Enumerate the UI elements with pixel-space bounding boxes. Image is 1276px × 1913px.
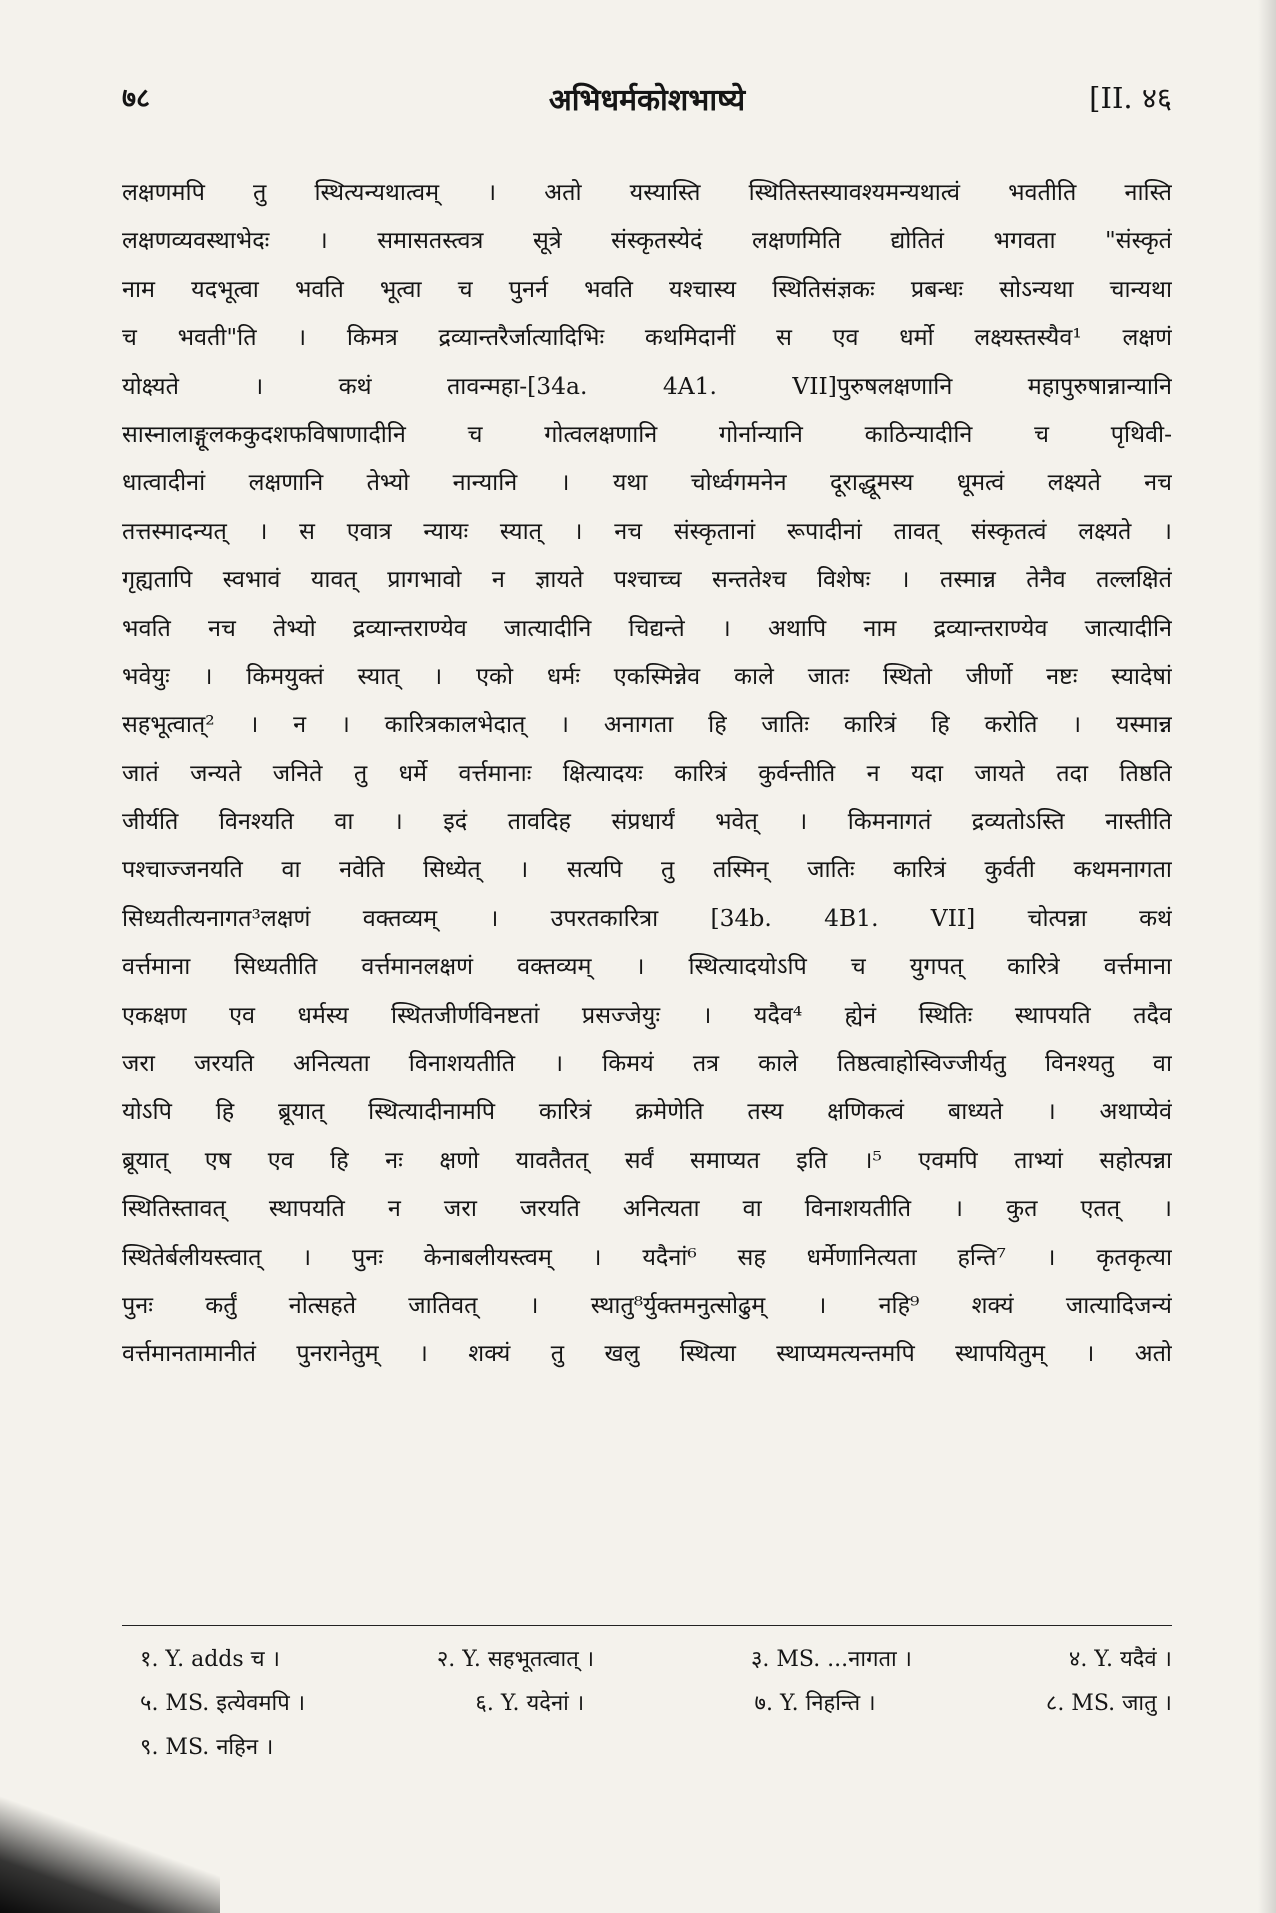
page-number: ७८ <box>122 83 151 114</box>
text-line: योक्ष्यते । कथं तावन्महा-[34a. 4A1. VII]पुरुषलक्षणानि महापुरुषान्नान्यानि <box>122 371 1172 400</box>
footnote: ७. Y. निहन्ति । <box>754 1691 876 1716</box>
footnote: ८. MS. जातु । <box>1045 1691 1172 1716</box>
text-line: स्थितिस्तावत् स्थापयति न जरा जरयति अनित्यता वा विनाशयतीति । कुत एतत् । <box>122 1194 1172 1223</box>
text-line: एकक्षण एव धर्मस्य स्थितजीर्णविनष्टतां प्रसज्जेयुः । यदैव⁴ ह्येनं स्थितिः स्थापयति तदैव <box>122 1000 1172 1029</box>
text-line: नाम यदभूत्वा भवति भूत्वा च पुनर्न भवति यश्चास्य स्थितिसंज्ञकः प्रबन्धः सोऽन्यथा चान्यथा <box>122 274 1172 303</box>
text-line: भवेयुः । किमयुक्तं स्यात् । एको धर्मः एकस्मिन्नेव काले जातः स्थितो जीर्णो नष्टः स्यादेषां <box>122 661 1172 690</box>
text-line: वर्त्तमानतामानीतं पुनरानेतुम् । शक्यं तु खलु स्थित्या स्थाप्यमत्यन्तमपि स्थापयितुम् । अतो <box>122 1339 1172 1368</box>
text-line: सास्नालाङ्गूलककुदशफविषाणादीनि च गोत्वलक्षणानि गोर्नान्यानि काठिन्यादीनि च पृथिवी- <box>122 419 1172 448</box>
text-line: भवति नच तेभ्यो द्रव्यान्तराण्येव जात्यादीनि चिद्यन्ते । अथापि नाम द्रव्यान्तराण्येव जात्यादीनि <box>122 613 1172 642</box>
scan-shadow <box>0 1780 220 1913</box>
text-line: सहभूत्वात्² । न । कारित्रकालभेदात् । अनागता हि जातिः कारित्रं हि करोति । यस्मान्न <box>122 710 1172 739</box>
footnote: ३. MS. ...नागता । <box>750 1647 913 1672</box>
text-line: वर्त्तमाना सिध्यतीति वर्त्तमानलक्षणं वक्तव्यम् । स्थित्यादयोऽपि च युगपत् कारित्रे वर्त्तमाना <box>122 952 1172 981</box>
footnote: ९. MS. नहिन । <box>140 1735 274 1760</box>
section-reference: [II. ४६ <box>1089 81 1172 115</box>
footnote: ५. MS. इत्येवमपि । <box>140 1691 306 1716</box>
footnote: ६. Y. यदेनां । <box>475 1691 585 1716</box>
footnote-divider <box>122 1625 1172 1626</box>
footnote-row <box>140 1726 1172 1770</box>
footnote: १. Y. adds च । <box>140 1647 280 1672</box>
footnote-row <box>140 1638 1172 1682</box>
footnotes <box>140 1638 1172 1770</box>
text-line: जीर्यति विनश्यति वा । इदं तावदिह संप्रधार्यं भवेत् । किमनागतं द्रव्यतोऽस्ति नास्तीति <box>122 807 1172 836</box>
text-line: पुनः कर्तुं नोत्सहते जातिवत् । स्थातु⁸र्युक्तमनुत्सोढुम् । नहि⁹ शक्यं जात्यादिजन्यं <box>122 1290 1172 1319</box>
footnote-row <box>140 1682 1172 1726</box>
text-line: जातं जन्यते जनिते तु धर्मे वर्त्तमानाः क्षित्यादयः कारित्रं कुर्वन्तीति न यदा जायते तदा तिष्ठति <box>122 758 1172 787</box>
text-line: च भवती"ति । किमत्र द्रव्यान्तरैर्जात्यादिभिः कथमिदानीं स एव धर्मो लक्ष्यस्तस्यैव¹ लक्षणं <box>122 323 1172 352</box>
text-line: योऽपि हि ब्रूयात् स्थित्यादीनामपि कारित्रं क्रमेणेति तस्य क्षणिकत्वं बाध्यते । अथाप्येवं <box>122 1097 1172 1126</box>
body-text <box>122 168 1172 1378</box>
scan-edge <box>1258 0 1276 1913</box>
text-line: लक्षणव्यवस्थाभेदः । समासतस्त्वत्र सूत्रे संस्कृतस्येदं लक्षणमिति द्योतितं भगवता "संस्कृतं <box>122 226 1172 255</box>
text-line: गृह्यतापि स्वभावं यावत् प्रागभावो न ज्ञायते पश्चाच्च सन्ततेश्च विशेषः । तस्मान्न तेनैव तल्लक्षितं <box>122 565 1172 594</box>
text-line: स्थितेर्बलीयस्त्वात् । पुनः केनाबलीयस्त्वम् । यदैनां⁶ सह धर्मेणानित्यता हन्ति⁷ । कृतकृत्या <box>122 1242 1172 1271</box>
text-line: जरा जरयति अनित्यता विनाशयतीति । किमयं तत्र काले तिष्ठत्वाहोस्विज्जीर्यतु विनश्यतु वा <box>122 1049 1172 1078</box>
footnote: २. Y. सहभूतत्वात् । <box>436 1647 595 1672</box>
page-header <box>122 78 1172 138</box>
text-line: धात्वादीनां लक्षणानि तेभ्यो नान्यानि । यथा चोर्ध्वगमनेन दूराद्धूमस्य धूमत्वं लक्ष्यते नच <box>122 468 1172 497</box>
running-title: अभिधर्मकोशभाष्ये <box>548 83 746 118</box>
footnote: ४. Y. यदैवं । <box>1068 1647 1172 1672</box>
text-line: ब्रूयात् एष एव हि नः क्षणो यावतैतत् सर्वं समाप्यत इति ।⁵ एवमपि ताभ्यां सहोत्पन्ना <box>122 1145 1172 1174</box>
text-line: सिध्यतीत्यनागत³लक्षणं वक्तव्यम् । उपरतकारित्रा [34b. 4B1. VII] चोत्पन्ना कथं <box>122 903 1172 932</box>
text-line: तत्तस्मादन्यत् । स एवात्र न्यायः स्यात् । नच संस्कृतानां रूपादीनां तावत् संस्कृतत्वं लक्ष्यते । <box>122 516 1172 545</box>
text-line: लक्षणमपि तु स्थित्यन्यथात्वम् । अतो यस्यास्ति स्थितिस्तस्यावश्यमन्यथात्वं भवतीति नास्ति <box>122 178 1172 206</box>
text-line: पश्चाज्जनयति वा नवेति सिध्येत् । सत्यपि तु तस्मिन् जातिः कारित्रं कुर्वती कथमनागता <box>122 855 1172 884</box>
